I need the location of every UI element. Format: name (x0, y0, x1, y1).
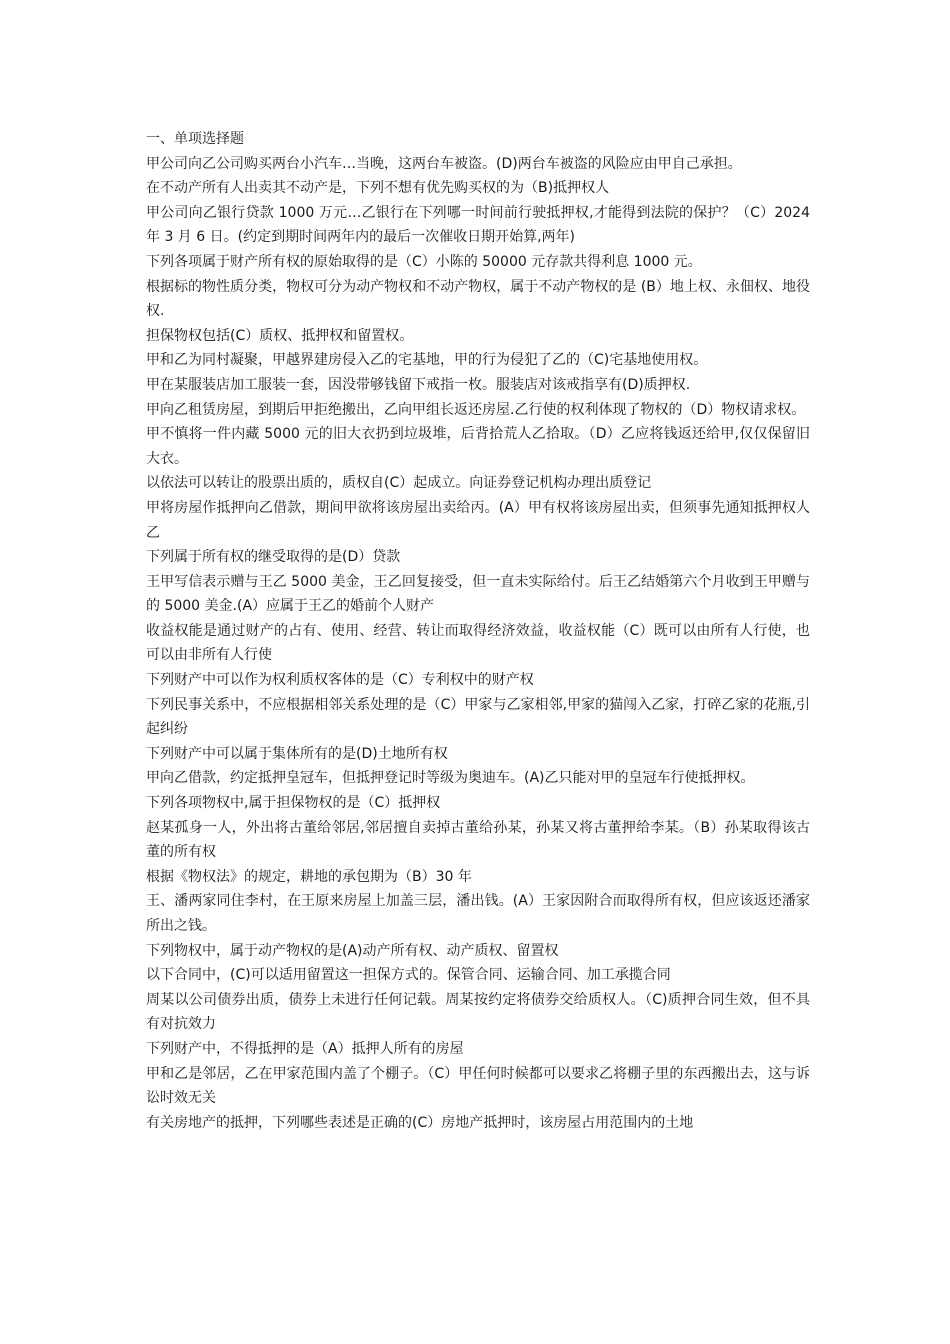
question-item: 以依法可以转让的股票出质的，质权自(C）起成立。向证券登记机构办理出质登记 (146, 475, 652, 492)
question-item: 下列民事关系中，不应根据相邻关系处理的是（C）甲家与乙家相邻,甲家的猫闯入乙家，打碎乙家的花瓶,引起纠纷 (146, 696, 810, 738)
question-item: 甲不慎将一件内藏 5000 元的旧大衣扔到垃圾堆，后背拾荒人乙拾取。（D）乙应将钱返还给甲,仅仅保留旧大衣。 (146, 426, 810, 467)
document-body (146, 127, 810, 1135)
question-item: 下列属于所有权的继受取得的是(D）贷款 (146, 549, 401, 566)
question-item: 根据《物权法》的规定，耕地的承包期为（B）30 年 (146, 868, 472, 885)
question-item: 下列财产中，不得抵押的是（A）抵押人所有的房屋 (146, 1040, 464, 1057)
question-item: 甲公司向乙银行贷款 1000 万元…乙银行在下列哪一时间前行驶抵押权,才能得到法院的保护？（C）2024 年 3 月 6 日。(约定到期时间两年内的最后一次催收日期开始算,两年) (146, 204, 810, 246)
question-item: 甲和乙是邻居，乙在甲家范围内盖了个棚子。（C）甲任何时候都可以要求乙将棚子里的东西搬出去，这与诉讼时效无关 (146, 1065, 810, 1107)
question-item: 在不动产所有人出卖其不动产是，下列不想有优先购买权的为（B)抵押权人 (146, 180, 610, 197)
question-item: 王甲写信表示赠与王乙 5000 美金，王乙回复接受，但一直未实际给付。后王乙结婚第六个月收到王甲赠与的 5000 美金.(A）应属于王乙的婚前个人财产 (146, 573, 810, 615)
question-item: 甲在某服装店加工服装一套，因没带够钱留下戒指一枚。服装店对该戒指享有(D)质押权. (146, 376, 691, 393)
question-item: 甲向乙借款，约定抵押皇冠车，但抵押登记时等级为奥迪车。(A)乙只能对甲的皇冠车行使抵押权。 (146, 770, 755, 787)
question-item: 甲公司向乙公司购买两台小汽车…当晚，这两台车被盗。(D)两台车被盗的风险应由甲自己承担。 (146, 155, 742, 172)
question-item: 以下合同中，(C)可以适用留置这一担保方式的。保管合同、运输合同、加工承揽合同 (146, 967, 671, 984)
question-item: 有关房地产的抵押，下列哪些表述是正确的(C）房地产抵押时，该房屋占用范围内的土地 (146, 1114, 694, 1131)
question-item: 周某以公司债券出质，债券上未进行任何记载。周某按约定将债券交给质权人。（C)质押合同生效，但不具有对抗效力 (146, 991, 810, 1033)
question-item: 根据标的物性质分类，物权可分为动产物权和不动产物权，属于不动产物权的是 (B）地上权、永佃权、地役权. (146, 278, 810, 320)
question-item: 王、潘两家同住李村，在王原来房屋上加盖三层，潘出钱。(A）王家因附合而取得所有权，但应该返还潘家所出之钱。 (146, 893, 810, 934)
question-item: 甲将房屋作抵押向乙借款，期间甲欲将该房屋出卖给丙。(A）甲有权将该房屋出卖，但须事先通知抵押权人乙 (146, 499, 810, 541)
question-item: 担保物权包括(C）质权、抵押权和留置权。 (146, 327, 414, 344)
question-item: 下列各项物权中,属于担保物权的是（C）抵押权 (146, 795, 441, 812)
question-item: 下列财产中可以作为权利质权客体的是（C）专利权中的财产权 (146, 672, 534, 689)
section-heading: 一、单项选择题 (146, 131, 244, 147)
question-item: 下列物权中，属于动产物权的是(A)动产所有权、动产质权、留置权 (146, 942, 559, 959)
question-item: 下列各项属于财产所有权的原始取得的是（C）小陈的 50000 元存款共得利息 1000 元。 (146, 253, 702, 270)
question-item: 下列财产中可以属于集体所有的是(D)土地所有权 (146, 745, 448, 762)
question-item: 赵某孤身一人，外出将古董给邻居,邻居擅自卖掉古董给孙某，孙某又将古董押给李某。（B）孙某取得该古董的所有权 (146, 819, 810, 861)
question-item: 甲和乙为同村凝聚，甲越界建房侵入乙的宅基地，甲的行为侵犯了乙的（C)宅基地使用权。 (146, 352, 708, 369)
question-item: 甲向乙租赁房屋，到期后甲拒绝搬出，乙向甲组长返还房屋.乙行使的权利体现了物权的（D）物权请求权。 (146, 401, 806, 418)
question-item: 收益权能是通过财产的占有、使用、经营、转让而取得经济效益，收益权能（C）既可以由所有人行使，也可以由非所有人行使 (146, 622, 810, 664)
